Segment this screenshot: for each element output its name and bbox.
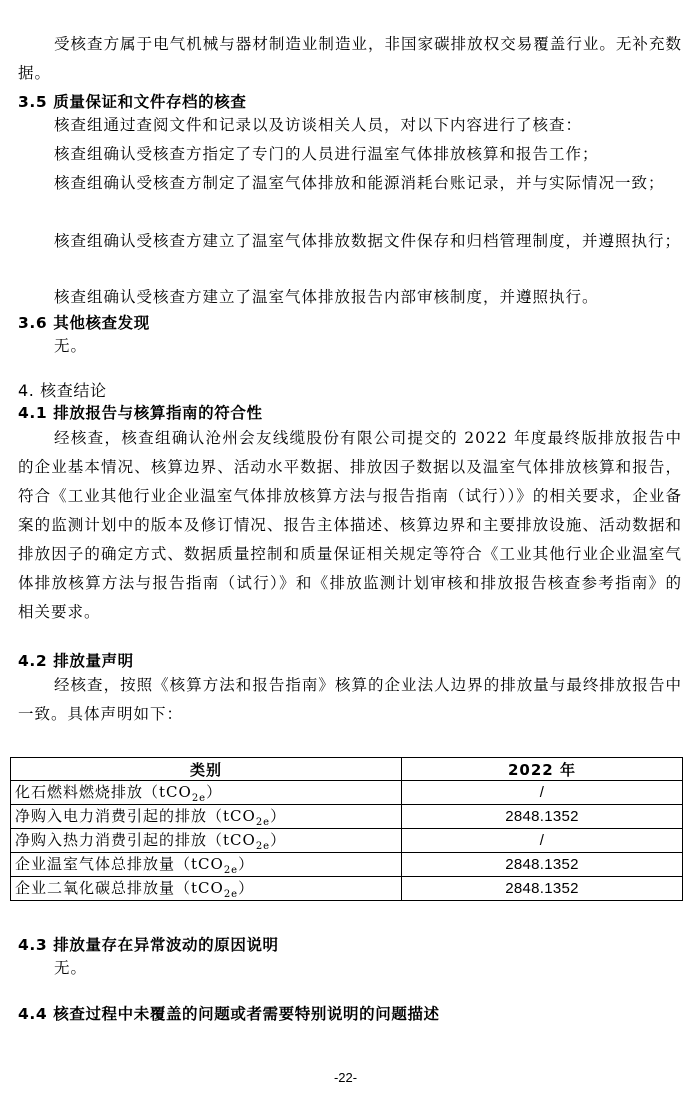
- heading-3-6: 3.6 其他核查发现: [18, 314, 150, 332]
- paragraph-archive-confirm: 核查组确认受核查方建立了温室气体排放数据文件保存和归档管理制度，并遵照执行；: [54, 232, 682, 250]
- paragraph-review-intro: 核查组通过查阅文件和记录以及访谈相关人员，对以下内容进行了核查：: [54, 116, 583, 134]
- emission-table: [10, 757, 683, 901]
- heading-4-2: 4.2 排放量声明: [18, 652, 134, 670]
- paragraph-audit-confirm: 核查组确认受核查方建立了温室气体排放报告内部审核制度，并遵照执行。: [54, 288, 599, 306]
- row-category: 净购入热力消费引起的排放（tCO$_{2e}$）: [11, 829, 402, 853]
- table-header-row: [11, 758, 683, 781]
- heading-4-1: 4.1 排放报告与核算指南的符合性: [18, 404, 263, 422]
- heading-3-5: 3.5 质量保证和文件存档的核查: [18, 93, 247, 111]
- column-header-category: 类别: [11, 758, 402, 781]
- table-row: [11, 805, 683, 829]
- row-category: 企业温室气体总排放量（tCO$_{2e}$）: [11, 853, 402, 877]
- row-value: /: [402, 781, 683, 805]
- paragraph-conformity: 经核查，核查组确认沧州会友线缆股份有限公司提交的 2022 年度最终版排放报告中的企业基本情况、核算边界、活动水平数据、排放因子数据以及温室气体排放核算和报告，符合《工业其他行业企业温室气体排放核算方法与报告指南（试行））》的相关要求，企业备案的监测计划中的版本及修订情况、报告主体描述、核算边界和主要排放设施、活动数据和排放因子的确定方式、数据质量控制和质量保证相关规定等符合《工业其他行业企业温室气体排放核算方法与报告指南（试行）》和《排放监测计划审核和排放报告核查参考指南》的相关要求。: [18, 429, 682, 621]
- row-value: 2848.1352: [402, 853, 683, 877]
- paragraph-fluctuation: 无。: [54, 959, 88, 977]
- table-row: [11, 829, 683, 853]
- table-row: [11, 853, 683, 877]
- table-row: [11, 781, 683, 805]
- paragraph-emission-statement: 经核查，按照《核算方法和报告指南》核算的企业法人边界的排放量与最终排放报告中一致。具体声明如下：: [18, 676, 682, 723]
- paragraph-industry-note: 受核查方属于电气机械与器材制造业制造业，非国家碳排放权交易覆盖行业。无补充数据。: [18, 35, 682, 82]
- table-row: [11, 877, 683, 901]
- row-category: 企业二氧化碳总排放量（tCO$_{2e}$）: [11, 877, 402, 901]
- row-value: 2848.1352: [402, 877, 683, 901]
- paragraph-other-findings: 无。: [54, 337, 88, 355]
- row-category: 化石燃料燃烧排放（tCO$_{2e}$）: [11, 781, 402, 805]
- heading-4-3: 4.3 排放量存在异常波动的原因说明: [18, 936, 279, 954]
- row-category: 净购入电力消费引起的排放（tCO$_{2e}$）: [11, 805, 402, 829]
- heading-4-4: 4.4 核查过程中未覆盖的问题或者需要特别说明的问题描述: [18, 1005, 440, 1023]
- column-header-year: 2022 年: [402, 758, 683, 781]
- page-number: -22-: [333, 1070, 358, 1085]
- row-value: 2848.1352: [402, 805, 683, 829]
- paragraph-staff-confirm: 核查组确认受核查方指定了专门的人员进行温室气体排放核算和报告工作；: [54, 145, 599, 163]
- heading-4: 4. 核查结论: [18, 381, 107, 400]
- paragraph-ledger-confirm: 核查组确认受核查方制定了温室气体排放和能源消耗台账记录，并与实际情况一致；: [54, 174, 665, 192]
- row-value: /: [402, 829, 683, 853]
